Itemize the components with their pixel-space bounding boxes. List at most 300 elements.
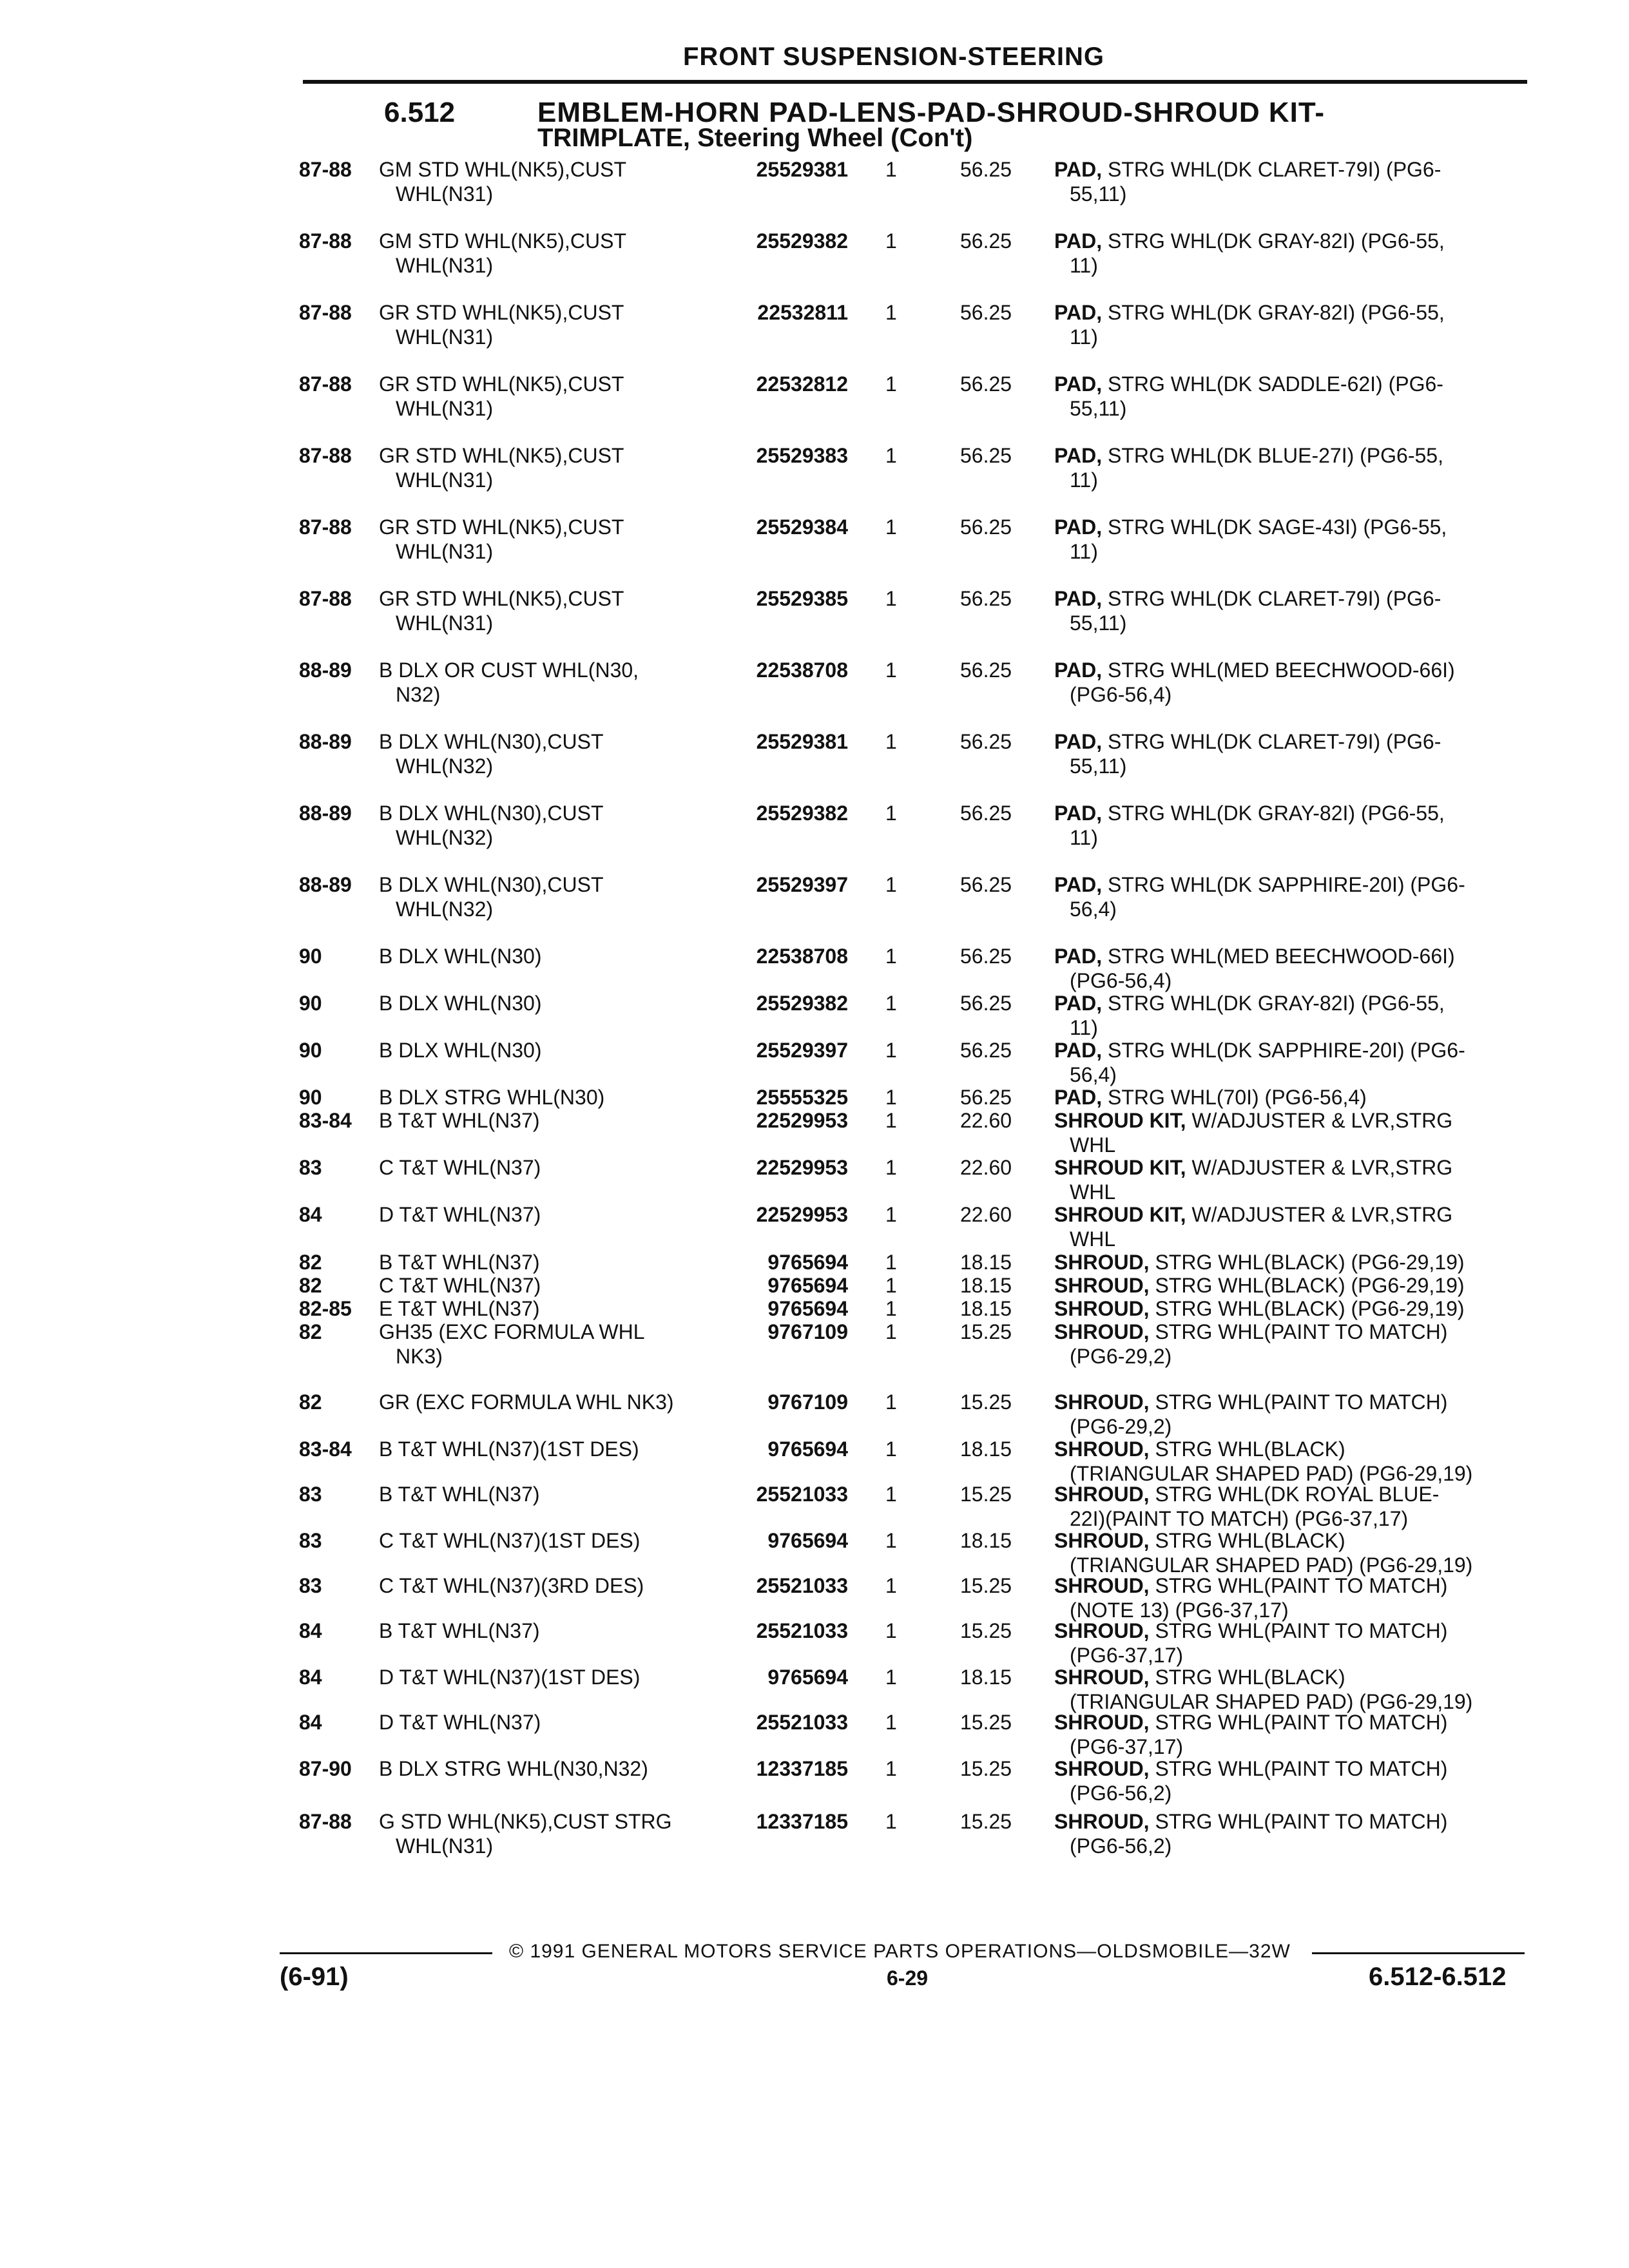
quantity: 1	[885, 1086, 897, 1109]
quantity: 1	[885, 1757, 897, 1780]
part-description-cont: (TRIANGULAR SHAPED PAD) (PG6-29,19)	[1070, 1690, 1473, 1713]
header-rule	[303, 80, 1527, 84]
model-year: 87-90	[299, 1757, 352, 1780]
price: 15.25	[960, 1483, 1012, 1506]
part-number: 25529382	[756, 992, 848, 1015]
part-number: 22532811	[757, 301, 848, 324]
part-detail: STRG WHL(DK GRAY-82I) (PG6-55,	[1102, 229, 1445, 253]
part-entry	[0, 1108, 1629, 1157]
model-description: C T&T WHL(N37)(1ST DES)	[379, 1529, 641, 1552]
part-entry	[0, 1809, 1629, 1858]
part-entry	[0, 1665, 1629, 1714]
part-type: SHROUD KIT,	[1054, 1109, 1186, 1132]
model-year: 87-88	[299, 229, 352, 253]
part-description	[1054, 229, 1445, 253]
model-year: 90	[299, 945, 322, 968]
part-type: SHROUD,	[1054, 1666, 1150, 1689]
part-number: 25529381	[756, 158, 848, 181]
part-detail: STRG WHL(DK GRAY-82I) (PG6-55,	[1102, 301, 1445, 324]
part-type: PAD,	[1054, 658, 1103, 682]
part-type: PAD,	[1054, 1039, 1103, 1062]
model-year: 82	[299, 1274, 322, 1297]
quantity: 1	[885, 658, 897, 682]
part-description	[1054, 1665, 1345, 1689]
part-number: 25521033	[756, 1711, 848, 1734]
quantity: 1	[885, 1810, 897, 1833]
model-description: B DLX WHL(N30),CUST	[379, 730, 604, 753]
model-year: 88-89	[299, 658, 352, 682]
part-detail: STRG WHL(PAINT TO MATCH)	[1149, 1757, 1448, 1780]
model-description-cont: WHL(N31)	[396, 611, 494, 635]
part-entry	[0, 1437, 1629, 1486]
part-description-cont: (TRIANGULAR SHAPED PAD) (PG6-29,19)	[1070, 1553, 1473, 1577]
model-description: GR STD WHL(NK5),CUST	[379, 301, 624, 324]
quantity: 1	[885, 587, 897, 610]
part-detail: STRG WHL(DK GRAY-82I) (PG6-55,	[1102, 992, 1445, 1015]
price: 56.25	[960, 229, 1012, 253]
part-description-cont: 55,11)	[1070, 611, 1127, 635]
part-description-cont: (PG6-56,4)	[1070, 969, 1172, 992]
part-description	[1054, 1710, 1447, 1735]
model-year: 90	[299, 992, 322, 1015]
part-entry	[0, 1390, 1629, 1439]
price: 15.25	[960, 1320, 1012, 1343]
quantity: 1	[885, 1619, 897, 1642]
price: 15.25	[960, 1619, 1012, 1642]
price: 22.60	[960, 1156, 1012, 1179]
part-type: SHROUD,	[1054, 1711, 1150, 1734]
part-entry	[0, 300, 1629, 349]
price: 18.15	[960, 1437, 1012, 1461]
page-header-title: FRONT SUSPENSION-STEERING	[683, 43, 1104, 71]
model-description-cont: WHL(N31)	[396, 254, 494, 277]
price: 18.15	[960, 1529, 1012, 1552]
part-description	[1054, 1085, 1367, 1110]
model-year: 87-88	[299, 372, 352, 396]
footer-date: (6-91)	[280, 1963, 349, 1991]
footer-rule-right	[1312, 1952, 1525, 1954]
quantity: 1	[885, 1039, 897, 1062]
quantity: 1	[885, 229, 897, 253]
part-number: 9767109	[767, 1390, 848, 1414]
footer-copyright: © 1991 GENERAL MOTORS SERVICE PARTS OPERATIONS—OLDSMOBILE—32W	[509, 1941, 1291, 1962]
part-description-cont: (PG6-56,2)	[1070, 1782, 1172, 1805]
part-number: 25529397	[756, 873, 848, 896]
price: 56.25	[960, 515, 1012, 539]
part-entry	[0, 1528, 1629, 1577]
part-description	[1054, 1437, 1345, 1461]
part-description	[1054, 1250, 1465, 1274]
part-entry	[0, 1155, 1629, 1204]
part-description-cont: 11)	[1070, 540, 1098, 563]
part-type: SHROUD,	[1054, 1437, 1150, 1461]
footer-page-number: 6-29	[887, 1966, 929, 1990]
model-year: 87-88	[299, 515, 352, 539]
part-number: 22529953	[756, 1109, 848, 1132]
part-description-cont: (PG6-37,17)	[1070, 1644, 1184, 1667]
part-type: SHROUD KIT,	[1054, 1156, 1186, 1179]
part-description	[1054, 1756, 1447, 1781]
part-entry	[0, 1482, 1629, 1531]
part-detail: STRG WHL(BLACK) (PG6-29,19)	[1149, 1274, 1465, 1297]
part-type: PAD,	[1054, 444, 1103, 467]
part-entry	[0, 229, 1629, 278]
part-description-cont: (PG6-29,2)	[1070, 1415, 1172, 1438]
part-number: 25529382	[756, 229, 848, 253]
part-description	[1054, 944, 1455, 968]
part-detail: STRG WHL(PAINT TO MATCH)	[1149, 1320, 1448, 1343]
part-description	[1054, 300, 1445, 325]
part-number: 25555325	[756, 1086, 848, 1109]
footer-rule-left	[280, 1952, 492, 1954]
part-entry	[0, 1038, 1629, 1087]
part-detail: W/ADJUSTER & LVR,STRG	[1186, 1156, 1453, 1179]
quantity: 1	[885, 1666, 897, 1689]
part-description-cont: 56,4)	[1070, 898, 1117, 921]
quantity: 1	[885, 515, 897, 539]
price: 18.15	[960, 1274, 1012, 1297]
section-title-line2: TRIMPLATE, Steering Wheel (Con't)	[537, 124, 973, 152]
model-description-cont: WHL(N32)	[396, 754, 494, 778]
model-description: GM STD WHL(NK5),CUST	[379, 229, 626, 253]
part-type: PAD,	[1054, 945, 1103, 968]
part-number: 25529385	[756, 587, 848, 610]
model-year: 90	[299, 1039, 322, 1062]
part-description	[1054, 586, 1441, 611]
quantity: 1	[885, 1203, 897, 1226]
price: 15.25	[960, 1711, 1012, 1734]
part-description	[1054, 1273, 1465, 1298]
model-year: 87-88	[299, 301, 352, 324]
part-entry	[0, 515, 1629, 564]
part-entry	[0, 1756, 1629, 1805]
part-description-cont: WHL	[1070, 1180, 1116, 1204]
model-year: 88-89	[299, 730, 352, 753]
part-entry	[0, 729, 1629, 778]
model-description: C T&T WHL(N37)	[379, 1274, 541, 1297]
part-description-cont: 11)	[1070, 1016, 1098, 1039]
part-number: 25529383	[756, 444, 848, 467]
model-description: B DLX OR CUST WHL(N30,	[379, 658, 639, 682]
part-type: PAD,	[1054, 802, 1103, 825]
model-description: GR STD WHL(NK5),CUST	[379, 372, 624, 396]
price: 56.25	[960, 658, 1012, 682]
part-description	[1054, 515, 1447, 539]
part-detail: STRG WHL(DK CLARET-79I) (PG6-	[1102, 730, 1441, 753]
model-description: B T&T WHL(N37)	[379, 1483, 540, 1506]
model-description: B T&T WHL(N37)	[379, 1251, 540, 1274]
part-entry	[0, 801, 1629, 850]
part-description-cont: (TRIANGULAR SHAPED PAD) (PG6-29,19)	[1070, 1462, 1473, 1485]
price: 15.25	[960, 1810, 1012, 1833]
part-description-cont: 56,4)	[1070, 1063, 1117, 1086]
quantity: 1	[885, 1529, 897, 1552]
quantity: 1	[885, 1297, 897, 1320]
quantity: 1	[885, 1251, 897, 1274]
part-entry	[0, 872, 1629, 921]
part-detail: STRG WHL(DK SAGE-43I) (PG6-55,	[1102, 515, 1447, 539]
part-number: 9765694	[767, 1529, 848, 1552]
model-description-cont: WHL(N31)	[396, 325, 494, 349]
part-number: 12337185	[756, 1810, 848, 1833]
footer-section-range: 6.512-6.512	[1369, 1963, 1507, 1991]
part-description-cont: WHL	[1070, 1227, 1116, 1251]
part-description	[1054, 1320, 1447, 1344]
model-description: B DLX WHL(N30),CUST	[379, 873, 604, 896]
part-description-cont: (PG6-56,4)	[1070, 683, 1172, 706]
quantity: 1	[885, 1109, 897, 1132]
part-detail: STRG WHL(PAINT TO MATCH)	[1149, 1574, 1448, 1597]
quantity: 1	[885, 372, 897, 396]
model-year: 82-85	[299, 1297, 352, 1320]
part-entry	[0, 1202, 1629, 1251]
part-description	[1054, 1809, 1447, 1834]
price: 56.25	[960, 444, 1012, 467]
part-type: PAD,	[1054, 992, 1103, 1015]
part-detail: STRG WHL(DK SADDLE-62I) (PG6-	[1102, 372, 1443, 396]
quantity: 1	[885, 802, 897, 825]
part-entry	[0, 658, 1629, 707]
part-type: PAD,	[1054, 301, 1103, 324]
model-year: 82	[299, 1390, 322, 1414]
model-year: 87-88	[299, 1810, 352, 1833]
part-detail: STRG WHL(70I) (PG6-56,4)	[1102, 1086, 1367, 1109]
quantity: 1	[885, 1320, 897, 1343]
model-description-cont: WHL(N32)	[396, 898, 494, 921]
part-number: 25529381	[756, 730, 848, 753]
part-description-cont: 55,11)	[1070, 397, 1127, 420]
model-description: G STD WHL(NK5),CUST STRG	[379, 1810, 672, 1833]
section-number: 6.512	[384, 97, 456, 128]
model-year: 87-88	[299, 158, 352, 181]
model-description: B T&T WHL(N37)(1ST DES)	[379, 1437, 639, 1461]
model-year: 88-89	[299, 873, 352, 896]
price: 22.60	[960, 1109, 1012, 1132]
quantity: 1	[885, 158, 897, 181]
part-detail: STRG WHL(BLACK)	[1149, 1666, 1345, 1689]
part-description	[1054, 1202, 1452, 1227]
part-detail: STRG WHL(DK SAPPHIRE-20I) (PG6-	[1102, 873, 1465, 896]
price: 56.25	[960, 992, 1012, 1015]
model-description: B T&T WHL(N37)	[379, 1619, 540, 1642]
quantity: 1	[885, 1711, 897, 1734]
part-description	[1054, 1038, 1465, 1062]
part-description	[1054, 443, 1443, 468]
part-type: SHROUD,	[1054, 1529, 1150, 1552]
price: 15.25	[960, 1757, 1012, 1780]
price: 56.25	[960, 873, 1012, 896]
part-entry	[0, 157, 1629, 206]
part-number: 22529953	[756, 1203, 848, 1226]
part-number: 25529397	[756, 1039, 848, 1062]
part-number: 9765694	[767, 1437, 848, 1461]
part-detail: STRG WHL(PAINT TO MATCH)	[1149, 1619, 1448, 1642]
model-description: D T&T WHL(N37)(1ST DES)	[379, 1666, 641, 1689]
model-year: 87-88	[299, 444, 352, 467]
part-type: PAD,	[1054, 730, 1103, 753]
price: 56.25	[960, 1086, 1012, 1109]
part-number: 22538708	[756, 945, 848, 968]
price: 18.15	[960, 1251, 1012, 1274]
part-detail: W/ADJUSTER & LVR,STRG	[1186, 1203, 1453, 1226]
model-description: B DLX STRG WHL(N30,N32)	[379, 1757, 648, 1780]
part-type: PAD,	[1054, 229, 1103, 253]
part-entry	[0, 1710, 1629, 1759]
model-year: 87-88	[299, 587, 352, 610]
model-description: B DLX WHL(N30),CUST	[379, 802, 604, 825]
part-type: SHROUD,	[1054, 1251, 1150, 1274]
model-description: GR STD WHL(NK5),CUST	[379, 587, 624, 610]
part-description	[1054, 729, 1441, 754]
part-detail: W/ADJUSTER & LVR,STRG	[1186, 1109, 1453, 1132]
quantity: 1	[885, 873, 897, 896]
part-type: SHROUD,	[1054, 1483, 1150, 1506]
part-type: SHROUD KIT,	[1054, 1203, 1186, 1226]
part-description	[1054, 1528, 1345, 1553]
model-description-cont: WHL(N31)	[396, 182, 494, 206]
part-number: 25521033	[756, 1574, 848, 1597]
part-entry	[0, 1619, 1629, 1667]
model-description: GM STD WHL(NK5),CUST	[379, 158, 626, 181]
part-entry	[0, 443, 1629, 492]
part-number: 22538708	[756, 658, 848, 682]
part-type: SHROUD,	[1054, 1574, 1150, 1597]
part-description-cont: (PG6-29,2)	[1070, 1345, 1172, 1368]
price: 18.15	[960, 1666, 1012, 1689]
part-number: 25521033	[756, 1619, 848, 1642]
part-description	[1054, 1390, 1447, 1414]
model-description: GH35 (EXC FORMULA WHL	[379, 1320, 645, 1343]
part-detail: STRG WHL(DK ROYAL BLUE-	[1149, 1483, 1440, 1506]
part-number: 12337185	[756, 1757, 848, 1780]
quantity: 1	[885, 1437, 897, 1461]
part-number: 22532812	[756, 372, 848, 396]
part-description-cont: 11)	[1070, 325, 1098, 349]
part-number: 9767109	[767, 1320, 848, 1343]
model-description: GR STD WHL(NK5),CUST	[379, 515, 624, 539]
part-type: PAD,	[1054, 1086, 1103, 1109]
part-detail: STRG WHL(MED BEECHWOOD-66I)	[1102, 658, 1455, 682]
model-year: 84	[299, 1619, 322, 1642]
quantity: 1	[885, 1274, 897, 1297]
price: 56.25	[960, 802, 1012, 825]
part-type: SHROUD,	[1054, 1390, 1150, 1414]
part-description	[1054, 658, 1455, 682]
part-type: SHROUD,	[1054, 1320, 1150, 1343]
model-description: B DLX STRG WHL(N30)	[379, 1086, 605, 1109]
model-year: 82	[299, 1251, 322, 1274]
model-year: 83-84	[299, 1437, 352, 1461]
part-description	[1054, 1296, 1465, 1321]
model-description: B T&T WHL(N37)	[379, 1109, 540, 1132]
model-year: 84	[299, 1711, 322, 1734]
part-number: 9765694	[767, 1251, 848, 1274]
price: 22.60	[960, 1203, 1012, 1226]
price: 56.25	[960, 372, 1012, 396]
part-description	[1054, 872, 1465, 897]
model-description-cont: WHL(N32)	[396, 826, 494, 849]
part-type: SHROUD,	[1054, 1810, 1150, 1833]
part-detail: STRG WHL(BLACK)	[1149, 1529, 1345, 1552]
model-description-cont: WHL(N31)	[396, 468, 494, 492]
model-description: GR STD WHL(NK5),CUST	[379, 444, 624, 467]
part-description-cont: (NOTE 13) (PG6-37,17)	[1070, 1599, 1289, 1622]
model-description-cont: NK3)	[396, 1345, 443, 1368]
part-description	[1054, 372, 1443, 396]
part-detail: STRG WHL(DK BLUE-27I) (PG6-55,	[1102, 444, 1443, 467]
part-entry	[0, 991, 1629, 1040]
part-description-cont: WHL	[1070, 1133, 1116, 1157]
part-number: 9765694	[767, 1274, 848, 1297]
part-entry	[0, 1320, 1629, 1369]
part-description	[1054, 801, 1445, 825]
part-detail: STRG WHL(DK CLARET-79I) (PG6-	[1102, 587, 1441, 610]
part-type: PAD,	[1054, 515, 1103, 539]
model-description: D T&T WHL(N37)	[379, 1203, 541, 1226]
part-type: SHROUD,	[1054, 1297, 1150, 1320]
part-description-cont: 11)	[1070, 468, 1098, 492]
part-entry	[0, 586, 1629, 635]
part-description-cont: 22I)(PAINT TO MATCH) (PG6-37,17)	[1070, 1507, 1409, 1530]
model-description: C T&T WHL(N37)	[379, 1156, 541, 1179]
model-year: 84	[299, 1666, 322, 1689]
quantity: 1	[885, 1483, 897, 1506]
part-type: SHROUD,	[1054, 1619, 1150, 1642]
quantity: 1	[885, 444, 897, 467]
model-description-cont: N32)	[396, 683, 441, 706]
model-year: 82	[299, 1320, 322, 1343]
model-year: 83-84	[299, 1109, 352, 1132]
part-entry	[0, 372, 1629, 421]
part-type: PAD,	[1054, 587, 1103, 610]
part-description	[1054, 1108, 1452, 1133]
part-description	[1054, 1482, 1439, 1506]
part-detail: STRG WHL(PAINT TO MATCH)	[1149, 1390, 1448, 1414]
part-detail: STRG WHL(MED BEECHWOOD-66I)	[1102, 945, 1455, 968]
model-year: 83	[299, 1574, 322, 1597]
part-description-cont: 55,11)	[1070, 182, 1127, 206]
price: 15.25	[960, 1574, 1012, 1597]
model-year: 90	[299, 1086, 322, 1109]
model-description: GR (EXC FORMULA WHL NK3)	[379, 1390, 674, 1414]
part-number: 25529382	[756, 802, 848, 825]
model-description: B DLX WHL(N30)	[379, 1039, 542, 1062]
part-entry	[0, 1573, 1629, 1622]
part-detail: STRG WHL(DK GRAY-82I) (PG6-55,	[1102, 802, 1445, 825]
part-detail: STRG WHL(BLACK) (PG6-29,19)	[1149, 1297, 1465, 1320]
part-number: 9765694	[767, 1666, 848, 1689]
part-detail: STRG WHL(DK SAPPHIRE-20I) (PG6-	[1102, 1039, 1465, 1062]
part-type: SHROUD,	[1054, 1757, 1150, 1780]
quantity: 1	[885, 1156, 897, 1179]
price: 18.15	[960, 1297, 1012, 1320]
quantity: 1	[885, 945, 897, 968]
model-year: 83	[299, 1483, 322, 1506]
model-description: B DLX WHL(N30)	[379, 945, 542, 968]
part-number: 25521033	[756, 1483, 848, 1506]
part-detail: STRG WHL(PAINT TO MATCH)	[1149, 1810, 1448, 1833]
model-year: 88-89	[299, 802, 352, 825]
quantity: 1	[885, 992, 897, 1015]
part-type: PAD,	[1054, 372, 1103, 396]
section-title-line1: EMBLEM-HORN PAD-LENS-PAD-SHROUD-SHROUD KIT-	[537, 97, 1325, 128]
part-type: SHROUD,	[1054, 1274, 1150, 1297]
part-number: 25529384	[756, 515, 848, 539]
part-detail: STRG WHL(BLACK) (PG6-29,19)	[1149, 1251, 1465, 1274]
part-description	[1054, 1619, 1447, 1643]
part-description	[1054, 1155, 1452, 1180]
quantity: 1	[885, 1390, 897, 1414]
